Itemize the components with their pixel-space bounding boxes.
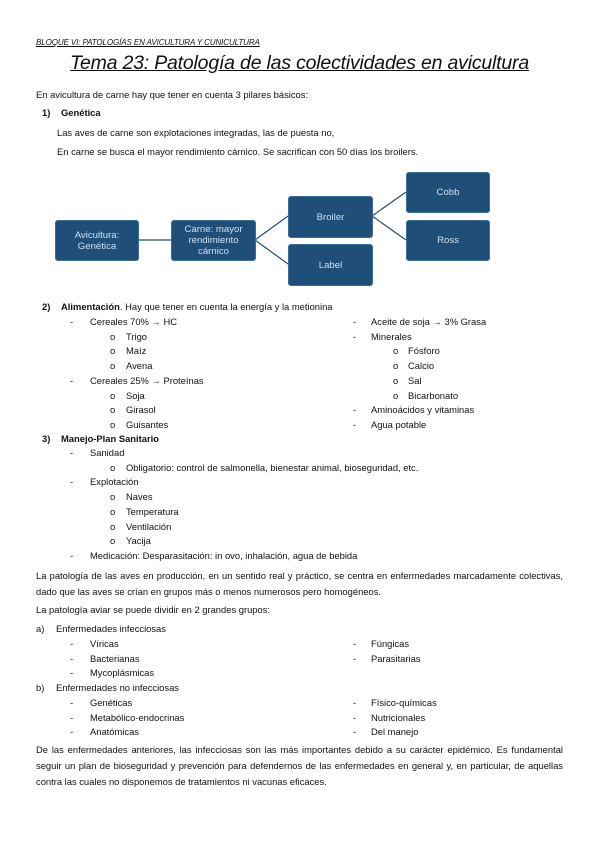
section-2-heading: Alimentación bbox=[61, 301, 120, 312]
paragraph-conclusion: De las enfermedades anteriores, las infecciosas son las más importantes debido a su carácter epidémico. Es fundamental seguir un plan de bioseguridad y prevención para defendernos de las enfermedades en general y, en particular, de aquellas contra las cuales no disponemos de tratamientos ni vacunas eficaces. bbox=[36, 744, 563, 787]
group-b-item: Nutricionales bbox=[371, 711, 426, 723]
circle-bullet: o bbox=[110, 418, 116, 430]
group-b-item: Físico-químicas bbox=[371, 697, 437, 708]
dash-bullet: - bbox=[70, 316, 74, 327]
section-1-text-1: Las aves de carne son explotaciones integradas, las de puesta no, bbox=[57, 127, 335, 138]
paragraph-collective: La patología de las aves en producción, en un sentido real y práctico, se centra en enfermedades marcadamente colectivas, dado que las aves se crían en grupos más o menos numerosos pero homogéneos. bbox=[36, 570, 563, 597]
dash-bullet: - bbox=[353, 726, 357, 738]
document-header: BLOQUE VI: PATOLOGÍAS EN AVICULTURA Y CUNICULTURA bbox=[36, 38, 260, 47]
group-b-number: b) bbox=[36, 682, 45, 693]
group-b-title: Enfermedades no infecciosas bbox=[56, 682, 179, 693]
circle-bullet: o bbox=[110, 505, 116, 517]
section-2-text: . Hay que tener en cuenta la energía y la metionina bbox=[119, 301, 333, 312]
intro-text: En avicultura de carne hay que tener en cuenta 3 pilares básicos: bbox=[36, 89, 309, 100]
dash-bullet: - bbox=[70, 549, 74, 561]
manejo-subitem: Yacija bbox=[126, 535, 151, 547]
dash-bullet: - bbox=[353, 330, 357, 342]
alimentacion-subitem: Trigo bbox=[126, 330, 148, 342]
group-a-item: Mycoplásmicas bbox=[90, 667, 155, 679]
circle-bullet: o bbox=[110, 535, 116, 547]
dash-bullet: - bbox=[353, 711, 357, 723]
dash-bullet: - bbox=[70, 697, 74, 708]
manejo-item: Explotación bbox=[90, 476, 139, 488]
dash-bullet: - bbox=[353, 697, 357, 708]
manejo-subitem: Temperatura bbox=[126, 505, 179, 517]
alimentacion-subitem: Fósforo bbox=[408, 345, 440, 357]
circle-bullet: o bbox=[110, 404, 116, 416]
manejo-subitem: Obligatorio: control de salmonella, bienestar animal, bioseguridad, etc. bbox=[126, 461, 419, 473]
manejo-item: Medicación: Desparasitación: in ovo, inhalación, agua de bebida bbox=[90, 549, 358, 561]
dash-bullet: - bbox=[70, 447, 74, 458]
alimentacion-item: Aminoácidos y vitaminas bbox=[371, 404, 475, 416]
dash-bullet: - bbox=[70, 652, 74, 664]
circle-bullet: o bbox=[110, 491, 116, 503]
alimentacion-subitem: Sal bbox=[408, 374, 422, 386]
alimentacion-item: Minerales bbox=[371, 330, 412, 342]
circle-bullet: o bbox=[110, 360, 116, 372]
dash-bullet: - bbox=[70, 638, 74, 649]
circle-bullet: o bbox=[393, 389, 399, 401]
circle-bullet: o bbox=[110, 520, 116, 532]
paragraph-groups-intro: La patología aviar se puede dividir en 2 grandes grupos: bbox=[36, 604, 271, 615]
circle-bullet: o bbox=[110, 345, 116, 357]
group-b-item: Del manejo bbox=[371, 726, 419, 738]
manejo-item: Sanidad bbox=[90, 447, 125, 458]
circle-bullet: o bbox=[393, 360, 399, 372]
alimentacion-subitem: Calcio bbox=[408, 360, 435, 372]
section-1-text-2: En carne se busca el mayor rendimiento cárnico. Se sacrifican con 50 días los broilers. bbox=[57, 146, 419, 157]
group-a-title: Enfermedades infecciosas bbox=[56, 623, 166, 634]
section-2-number: 2) bbox=[42, 301, 51, 312]
alimentacion-subitem: Bicarbonato bbox=[408, 389, 459, 401]
dash-bullet: - bbox=[353, 404, 357, 416]
group-a-item: Víricas bbox=[90, 638, 119, 649]
alimentacion-subitem: Maíz bbox=[126, 345, 147, 357]
section-2-heading-line bbox=[61, 301, 333, 312]
dash-bullet: - bbox=[353, 652, 357, 664]
group-b-item: Metabólico-endocrinas bbox=[90, 711, 185, 723]
manejo-subitem: Ventilación bbox=[126, 520, 172, 532]
dash-bullet: - bbox=[70, 726, 74, 738]
dash-bullet: - bbox=[70, 374, 74, 386]
alimentacion-item: Agua potable bbox=[371, 418, 427, 430]
dash-bullet: - bbox=[70, 476, 74, 488]
section-1-number: 1) bbox=[42, 107, 51, 118]
circle-bullet: o bbox=[110, 330, 116, 342]
diagram-node-label: Label bbox=[288, 244, 373, 286]
section-3-heading: Manejo-Plan Sanitario bbox=[61, 433, 159, 444]
alimentacion-subitem: Avena bbox=[126, 360, 153, 372]
circle-bullet: o bbox=[110, 461, 116, 473]
circle-bullet: o bbox=[393, 345, 399, 357]
section-1-heading: Genética bbox=[61, 107, 101, 118]
dash-bullet: - bbox=[353, 638, 357, 649]
alimentacion-item: Cereales 70% → HC bbox=[90, 316, 178, 327]
group-a-item: Fúngicas bbox=[371, 638, 410, 649]
page-title: Tema 23: Patología de las colectividades en avicultura bbox=[70, 52, 529, 74]
circle-bullet: o bbox=[393, 374, 399, 386]
diagram-node-broiler: Broiler bbox=[288, 196, 373, 238]
circle-bullet: o bbox=[110, 389, 116, 401]
alimentacion-subitem: Girasol bbox=[126, 404, 156, 416]
diagram-node-avicultura: Avicultura: Genética bbox=[55, 220, 139, 261]
dash-bullet: - bbox=[70, 711, 74, 723]
dash-bullet: - bbox=[70, 667, 74, 679]
dash-bullet: - bbox=[353, 418, 357, 430]
group-a-item: Parasitarias bbox=[371, 652, 421, 664]
manejo-subitem: Naves bbox=[126, 491, 153, 503]
dash-bullet: - bbox=[353, 316, 357, 327]
alimentacion-subitem: Soja bbox=[126, 389, 145, 401]
group-a-number: a) bbox=[36, 623, 45, 634]
alimentacion-item: Aceite de soja → 3% Grasa bbox=[371, 316, 487, 327]
alimentacion-item: Cereales 25% → Proteínas bbox=[90, 374, 204, 386]
diagram-node-carne: Carne: mayor rendimiento cárnico bbox=[171, 220, 256, 261]
section-3-number: 3) bbox=[42, 433, 51, 444]
group-a-item: Bacterianas bbox=[90, 652, 140, 664]
group-b-item: Anatómicas bbox=[90, 726, 139, 738]
alimentacion-subitem: Guisantes bbox=[126, 418, 169, 430]
group-b-item: Genéticas bbox=[90, 697, 133, 708]
diagram-node-ross: Ross bbox=[406, 220, 490, 261]
diagram-node-cobb: Cobb bbox=[406, 172, 490, 213]
